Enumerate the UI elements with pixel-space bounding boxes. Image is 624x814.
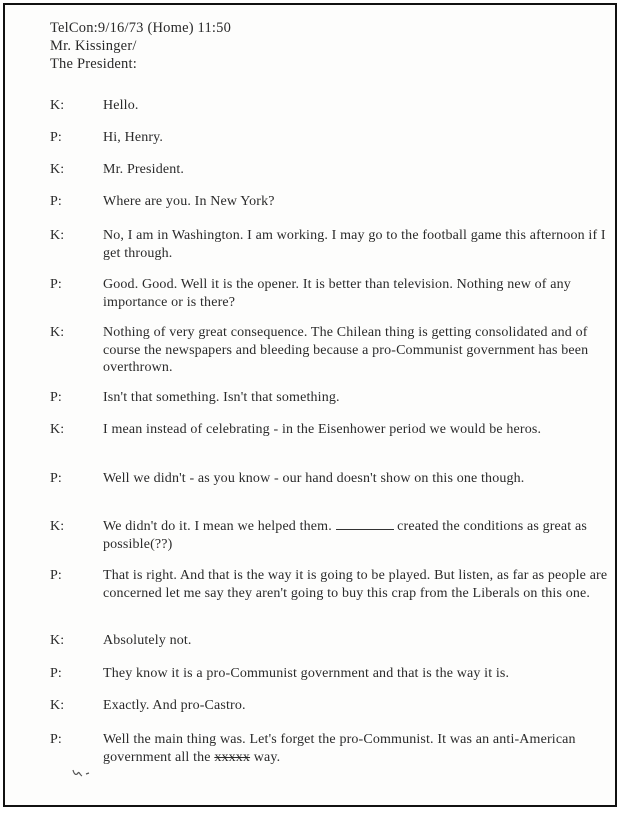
header-caller: Mr. Kissinger/ — [50, 38, 137, 54]
struck-word: xxxxx — [214, 749, 251, 765]
speaker-label: P: — [50, 277, 62, 292]
speaker-label: K: — [50, 519, 65, 534]
redaction-blank — [336, 518, 394, 530]
speaker-label: K: — [50, 98, 65, 113]
speaker-label: K: — [50, 162, 65, 177]
utterance-text — [103, 731, 608, 766]
utterance-text-before: We didn't do it. I mean we helped them. — [103, 519, 336, 534]
document-header — [50, 19, 231, 73]
header-date-line: TelCon:9/16/73 (Home) 11:50 — [50, 20, 232, 36]
handwritten-mark-icon — [71, 767, 93, 779]
utterance-text: Isn't that something. Isn't that something. — [103, 390, 340, 405]
speaker-label: P: — [50, 732, 62, 747]
utterance-text-after: way. — [250, 749, 281, 765]
utterance-text: Absolutely not. — [103, 633, 192, 648]
speaker-label: K: — [50, 422, 65, 437]
utterance-text — [103, 518, 608, 553]
document-page — [3, 3, 617, 807]
utterance-text: That is right. And that is the way it is going to be played. But listen, as far as people are concerned let me say they aren't going to buy this crap from the Liberals on this one. — [103, 568, 608, 601]
header-recipient: The President: — [50, 56, 137, 72]
utterance-text-after: created the conditions as great as possible(??) — [103, 519, 587, 552]
utterance-text: Mr. President. — [103, 162, 185, 177]
utterance-text: They know it is a pro-Communist government and that is the way it is. — [103, 666, 510, 681]
utterance-text: Well we didn't - as you know - our hand doesn't show on this one though. — [103, 471, 525, 486]
utterance-text: I mean instead of celebrating - in the Eisenhower period we would be heros. — [103, 422, 542, 437]
utterance-text: Where are you. In New York? — [103, 194, 275, 209]
speaker-label: P: — [50, 471, 62, 486]
speaker-label: K: — [50, 633, 65, 648]
speaker-label: P: — [50, 568, 62, 583]
speaker-label: P: — [50, 130, 62, 145]
utterance-text: Nothing of very great consequence. The Chilean thing is getting consolidated and of course the newspapers and bleeding because a pro-Communist government has been overthrown. — [103, 325, 589, 375]
speaker-label: P: — [50, 390, 62, 405]
utterance-text: Exactly. And pro-Castro. — [103, 698, 246, 713]
speaker-label: K: — [50, 325, 65, 340]
utterance-text: Hello. — [103, 98, 139, 113]
speaker-label: K: — [50, 698, 65, 713]
speaker-label: P: — [50, 194, 62, 209]
speaker-label: K: — [50, 228, 65, 243]
utterance-text: Hi, Henry. — [103, 130, 164, 145]
utterance-text-before: Well the main thing was. Let's forget the pro-Communist. It was an anti-American government all the — [103, 732, 576, 765]
speaker-label: P: — [50, 666, 62, 681]
utterance-text: No, I am in Washington. I am working. I may go to the football game this afternoon if I get through. — [103, 228, 606, 261]
utterance-text: Good. Good. Well it is the opener. It is better than television. Nothing new of any importance or is there? — [103, 277, 571, 310]
